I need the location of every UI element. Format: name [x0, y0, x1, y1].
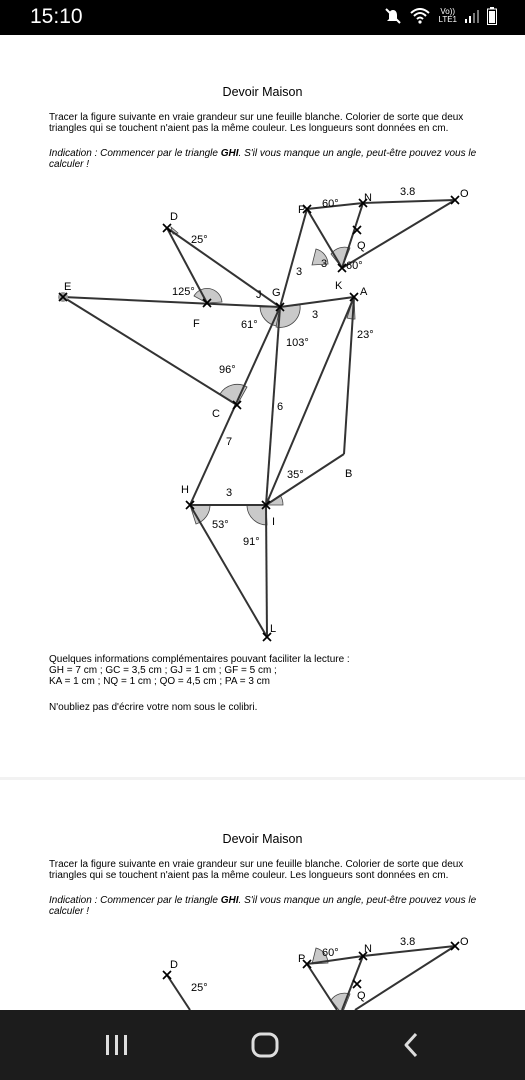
label-k: K	[335, 280, 343, 292]
length-no: 3.8	[400, 186, 416, 198]
home-icon[interactable]	[251, 1032, 279, 1058]
label-d: D	[170, 211, 178, 223]
info-line-1: GH = 7 cm ; GC = 3,5 cm ; GJ = 1 cm ; GF = 5 cm ;	[49, 665, 277, 677]
recent-apps-icon[interactable]	[104, 1034, 130, 1056]
length-pg: 3	[296, 266, 303, 278]
svg-text:O: O	[460, 936, 469, 948]
status-bar	[0, 0, 525, 35]
battery-icon	[487, 7, 497, 25]
navigation-bar	[0, 1010, 525, 1080]
angle-q-label: 60°	[346, 260, 363, 272]
length-ga: 3	[312, 309, 319, 321]
reminder: N'oubliez pas d'écrire votre nom sous le colibri.	[49, 702, 258, 713]
length-hi: 3	[226, 487, 233, 499]
angle-f-label: 125°	[172, 286, 195, 298]
label-j: J	[256, 289, 262, 301]
label-o: O	[460, 188, 469, 200]
svg-text:D: D	[170, 959, 178, 971]
intro-text: Tracer la figure suivante en vraie grandeur sur une feuille blanche. Colorier de sorte que deux triangles qui se touchent n'aient pas la même couleur. Les longueurs sont données en cm.	[49, 112, 464, 135]
signal-icon	[465, 9, 479, 23]
svg-text:25°: 25°	[191, 982, 208, 994]
label-c: C	[212, 408, 220, 420]
length-ch: 7	[226, 436, 233, 448]
label-g: G	[272, 287, 281, 299]
svg-text:P: P	[298, 953, 306, 965]
angle-d-label: 25°	[191, 234, 208, 246]
angle-i-bottom-label: 91°	[243, 536, 260, 548]
label-i: I	[272, 516, 276, 528]
clock: 15:10	[30, 5, 83, 28]
angle-p-label: 60°	[322, 198, 339, 210]
figure-segments	[63, 200, 455, 637]
label-b: B	[345, 468, 353, 480]
length-gi: 6	[277, 401, 284, 413]
angle-h-label: 53°	[212, 519, 229, 531]
angle-j-label: 61°	[241, 319, 258, 331]
wifi-icon	[410, 8, 430, 24]
back-icon[interactable]	[402, 1032, 420, 1058]
document-title: Devoir Maison	[222, 85, 303, 99]
hint: Indication : Commencer par le triangle GHI. S'il vous manque un angle, peut-être pouvez vous le calculer !	[49, 148, 477, 171]
label-l: L	[270, 623, 277, 635]
angle-c-label: 96°	[219, 364, 236, 376]
angle-g-label: 103°	[286, 337, 309, 349]
label-p: P	[298, 204, 306, 216]
network-type: Vo)) LTE1	[438, 7, 457, 24]
point-markers	[58, 196, 459, 641]
label-e: E	[64, 281, 72, 293]
document-page-2	[0, 780, 525, 1010]
label-f: F	[193, 318, 200, 330]
angle-a-label: 23°	[357, 329, 374, 341]
label-q: Q	[357, 240, 366, 252]
intro-text-2: Tracer la figure suivante en vraie grandeur sur une feuille blanche. Colorier de sorte que deux triangles qui se touchent n'aient pas la même couleur. Les longueurs sont données en cm.	[49, 859, 464, 882]
svg-text:60°: 60°	[322, 947, 339, 959]
angle-i-top-label: 35°	[287, 469, 304, 481]
svg-text:3.8: 3.8	[400, 936, 416, 948]
info-heading: Quelques informations complémentaires pouvant faciliter la lecture :	[49, 654, 350, 665]
length-pq: 3	[321, 258, 328, 270]
label-a: A	[360, 286, 368, 298]
svg-text:N: N	[364, 943, 372, 955]
hummingbird-figure	[0, 35, 525, 655]
hummingbird-figure-2	[0, 780, 525, 1010]
status-icons	[384, 7, 497, 25]
label-h: H	[181, 484, 189, 496]
info-line-2: KA = 1 cm ; NQ = 1 cm ; QO = 4,5 cm ; PA = 3 cm	[49, 676, 271, 688]
label-n: N	[364, 192, 372, 204]
document-page-1	[0, 35, 525, 777]
svg-text:Q: Q	[357, 990, 366, 1002]
mute-icon	[384, 7, 402, 25]
hint-2: Indication : Commencer par le triangle GHI. S'il vous manque un angle, peut-être pouvez vous le calculer !	[49, 895, 477, 918]
document-title-2: Devoir Maison	[222, 832, 303, 846]
info-block	[49, 654, 479, 688]
